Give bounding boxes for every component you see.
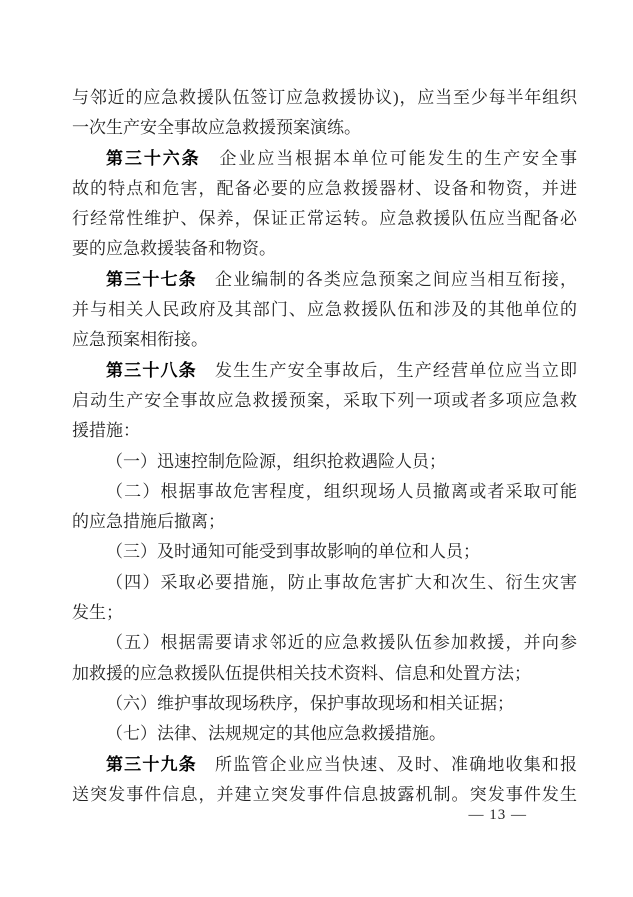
text-segment: （七）法律、法规规定的其他应急救援措施。	[106, 724, 446, 744]
text-line	[72, 386, 577, 416]
text-line	[72, 598, 577, 628]
text-segment: 企业编制的各类应急预案之间应当相互衔接，	[196, 269, 577, 289]
text-line	[72, 325, 577, 355]
text-line	[72, 356, 577, 386]
text-line	[72, 234, 577, 264]
text-segment: 援措施：	[72, 421, 140, 441]
article-number: 第三十六条	[106, 148, 201, 168]
text-segment: （五）根据需要请求邻近的应急救援队伍参加救援，并向参	[106, 633, 577, 653]
text-segment: 要的应急救援装备和物资。	[72, 239, 276, 259]
text-line	[72, 659, 577, 689]
text-segment: 发生生产安全事故后，生产经营单位应当立即	[196, 360, 577, 380]
text-segment: （二）根据事故危害程度，组织现场人员撤离或者采取可能	[106, 481, 577, 501]
text-line	[72, 416, 577, 446]
text-segment: 启动生产安全事故应急救援预案，采取下列一项或者多项应急救	[72, 390, 577, 410]
text-line	[72, 295, 577, 325]
text-line	[72, 477, 577, 507]
text-line	[72, 537, 577, 567]
text-line	[72, 113, 577, 143]
text-line	[72, 83, 577, 113]
text-line	[72, 507, 577, 537]
text-line	[72, 719, 577, 749]
text-segment: （一）迅速控制危险源，组织抢救遇险人员；	[106, 451, 446, 471]
text-line	[72, 144, 577, 174]
text-line	[72, 568, 577, 598]
page-number: — 13 —	[468, 807, 527, 823]
text-segment: 与邻近的应急救援队伍签订应急救援协议)，应当至少每半年组织	[72, 88, 577, 107]
text-segment: 的应急措施后撤离；	[72, 512, 225, 532]
text-segment: 企业应当根据本单位可能发生的生产安全事	[200, 148, 577, 168]
text-line	[72, 628, 577, 658]
text-line	[72, 447, 577, 477]
text-segment: 加救援的应急救援队伍提供相关技术资料、信息和处置方法；	[72, 663, 531, 683]
text-line	[72, 265, 577, 295]
text-segment: 送突发事件信息，并建立突发事件信息披露机制。突发事件发生	[72, 784, 577, 804]
text-segment: 应急预案相衔接。	[72, 330, 208, 350]
text-segment: 一次生产安全事故应急救援预案演练。	[72, 118, 361, 138]
text-segment: 并与相关人民政府及其部门、应急救援队伍和涉及的其他单位的	[72, 300, 577, 320]
text-line	[72, 204, 577, 234]
text-segment: 发生；	[72, 603, 123, 623]
text-segment: （六）维护事故现场秩序，保护事故现场和相关证据；	[106, 693, 514, 713]
text-segment: 所监管企业应当快速、及时、准确地收集和报	[196, 754, 577, 774]
text-line	[72, 174, 577, 204]
document-body	[72, 83, 577, 810]
text-segment: （三）及时通知可能受到事故影响的单位和人员；	[106, 542, 480, 562]
text-segment: 故的特点和危害，配备必要的应急救援器材、设备和物资，并进	[72, 178, 577, 198]
text-line	[72, 689, 577, 719]
text-segment: 行经常性维护、保养，保证正常运转。应急救援队伍应当配备必	[72, 209, 577, 229]
article-number: 第三十九条	[106, 754, 197, 774]
article-number: 第三十八条	[106, 360, 197, 380]
text-segment: （四）采取必要措施，防止事故危害扩大和次生、衍生灾害	[106, 572, 577, 592]
text-line	[72, 750, 577, 780]
article-number: 第三十七条	[106, 269, 197, 289]
